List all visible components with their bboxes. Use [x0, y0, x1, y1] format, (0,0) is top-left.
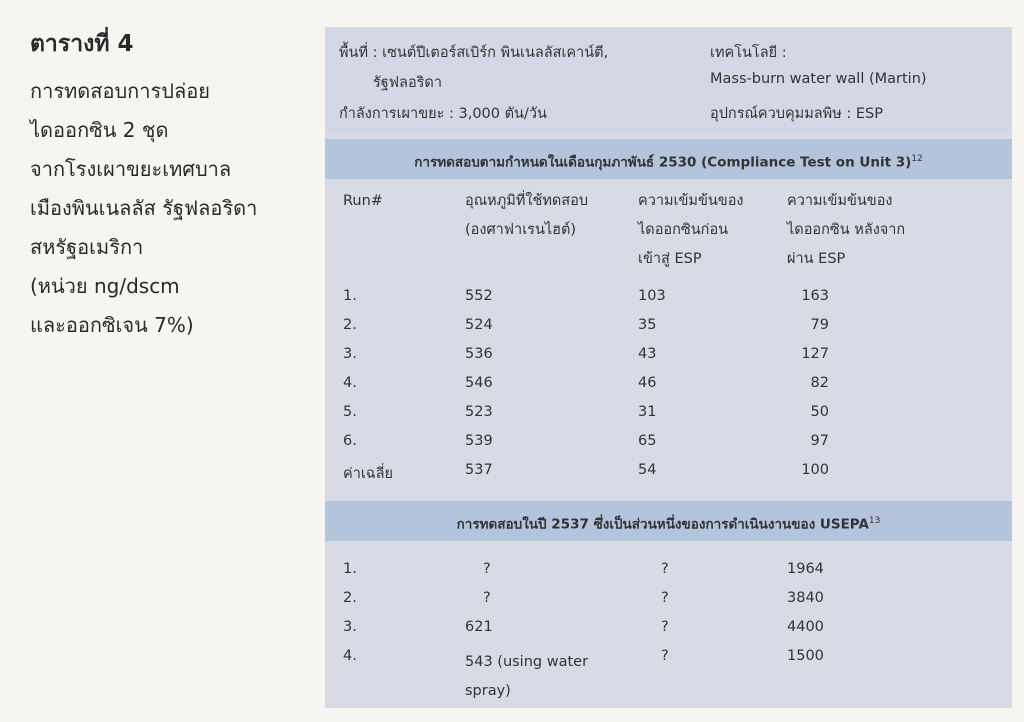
table-caption	[30, 26, 300, 345]
cell-after: 1500	[787, 648, 824, 664]
cell-temp: 523	[465, 404, 493, 420]
col-head-temp	[465, 187, 588, 245]
cell-before: ?	[661, 561, 669, 577]
caption-title: ตารางที่ 4	[30, 31, 134, 57]
cell-after: 4400	[787, 619, 824, 635]
table-row	[325, 615, 1012, 644]
cell-temp: 621	[465, 619, 493, 635]
cell-temp	[465, 648, 625, 706]
caption-line: การทดสอบการปล่อย	[30, 79, 210, 103]
table-row	[325, 313, 1012, 342]
cell-after: 97	[810, 433, 829, 449]
table-row	[325, 429, 1012, 458]
col-head-before-line: ไดออกซินก่อน	[638, 222, 729, 238]
location-line2: รัฐฟลอริดา	[373, 75, 442, 91]
capacity: กำลังการเผาขยะ : 3,000 ตัน/วัน	[339, 106, 547, 122]
table-row	[325, 557, 1012, 586]
col-head-run	[343, 187, 383, 216]
technology-value: Mass-burn water wall (Martin)	[710, 71, 927, 87]
col-head-before	[638, 187, 744, 274]
cell-temp-line: 543 (using water	[465, 654, 589, 670]
cell-before: ?	[661, 619, 669, 635]
cell-temp: 524	[465, 317, 493, 333]
col-head-before-line: ความเข้มข้นของ	[638, 193, 744, 209]
cell-before: ?	[661, 648, 669, 664]
cell-run: ค่าเฉลี่ย	[343, 466, 394, 482]
cell-after: 79	[810, 317, 829, 333]
section-1-title: การทดสอบตามกำหนดในเดือนกุมภาพันธ์ 2530 (Compliance Test on Unit 3)	[414, 154, 912, 171]
table-row-average	[325, 458, 1012, 487]
cell-temp-line: spray)	[465, 683, 511, 699]
col-head-temp-line: (องศาฟาเรนไฮต์)	[465, 222, 577, 238]
cell-after: 3840	[787, 590, 824, 606]
table-row	[325, 400, 1012, 429]
cell-before: 54	[638, 462, 657, 478]
section-2-title: การทดสอบในปี 2537 ซึ่งเป็นส่วนหนึ่งของการดำเนินงานของ USEPA	[456, 516, 869, 533]
dioxin-table	[325, 27, 1012, 708]
section-header-2	[325, 501, 1012, 541]
col-head-after-line: ผ่าน ESP	[787, 251, 846, 267]
cell-before: ?	[661, 590, 669, 606]
cell-after: 50	[810, 404, 829, 420]
table-row	[325, 284, 1012, 313]
cell-run: 2.	[343, 317, 357, 333]
table-row	[325, 644, 1012, 702]
cell-run: 4.	[343, 375, 357, 391]
caption-line: เมืองพินเนลลัส รัฐฟลอริดา	[30, 196, 258, 220]
cell-temp: 537	[465, 462, 493, 478]
col-head-after-line: ความเข้มข้นของ	[787, 193, 893, 209]
col-head-after	[787, 187, 905, 274]
caption-line: จากโรงเผาขยะเทศบาล	[30, 157, 232, 181]
cell-before: 65	[638, 433, 657, 449]
cell-before: 35	[638, 317, 657, 333]
col-head-temp-line: อุณหภูมิที่ใช้ทดสอบ	[465, 193, 589, 209]
caption-line: สหรัฐอเมริกา	[30, 235, 144, 259]
col-head-run-text: Run#	[343, 193, 383, 209]
cell-temp: ?	[483, 590, 491, 606]
section-2-ref: 13	[868, 516, 881, 526]
cell-temp: 536	[465, 346, 493, 362]
table-row	[325, 342, 1012, 371]
cell-after: 100	[801, 462, 829, 478]
cell-run: 4.	[343, 648, 357, 664]
section-header-1	[325, 139, 1012, 179]
cell-run: 1.	[343, 561, 357, 577]
cell-before: 103	[638, 288, 666, 304]
cell-before: 31	[638, 404, 657, 420]
pollution-control: อุปกรณ์ควบคุมมลพิษ : ESP	[710, 106, 884, 122]
cell-temp: 539	[465, 433, 493, 449]
col-head-before-line: เข้าสู่ ESP	[638, 251, 702, 267]
table-row	[325, 586, 1012, 615]
caption-line: ไดออกซิน 2 ชุด	[30, 118, 169, 142]
cell-temp: ?	[483, 561, 491, 577]
col-head-after-line: ไดออกซิน หลังจาก	[787, 222, 906, 238]
cell-before: 46	[638, 375, 657, 391]
caption-line: และออกซิเจน 7%)	[30, 313, 194, 337]
cell-run: 6.	[343, 433, 357, 449]
section-1-ref: 12	[911, 154, 923, 164]
technology-label: เทคโนโลยี :	[710, 45, 787, 61]
cell-after: 127	[801, 346, 829, 362]
cell-run: 5.	[343, 404, 357, 420]
cell-after: 1964	[787, 561, 824, 577]
location-line1: พื้นที่ : เซนต์ปีเตอร์สเบิร์ก พินเนลลัสเคาน์ตี,	[339, 45, 609, 61]
cell-before: 43	[638, 346, 657, 362]
cell-after: 163	[801, 288, 829, 304]
plant-info	[325, 27, 1012, 134]
cell-run: 3.	[343, 619, 357, 635]
cell-run: 2.	[343, 590, 357, 606]
caption-line: (หน่วย ng/dscm	[30, 274, 180, 298]
cell-temp: 546	[465, 375, 493, 391]
cell-run: 3.	[343, 346, 357, 362]
cell-temp: 552	[465, 288, 493, 304]
cell-run: 1.	[343, 288, 357, 304]
cell-after: 82	[810, 375, 829, 391]
table-row	[325, 371, 1012, 400]
